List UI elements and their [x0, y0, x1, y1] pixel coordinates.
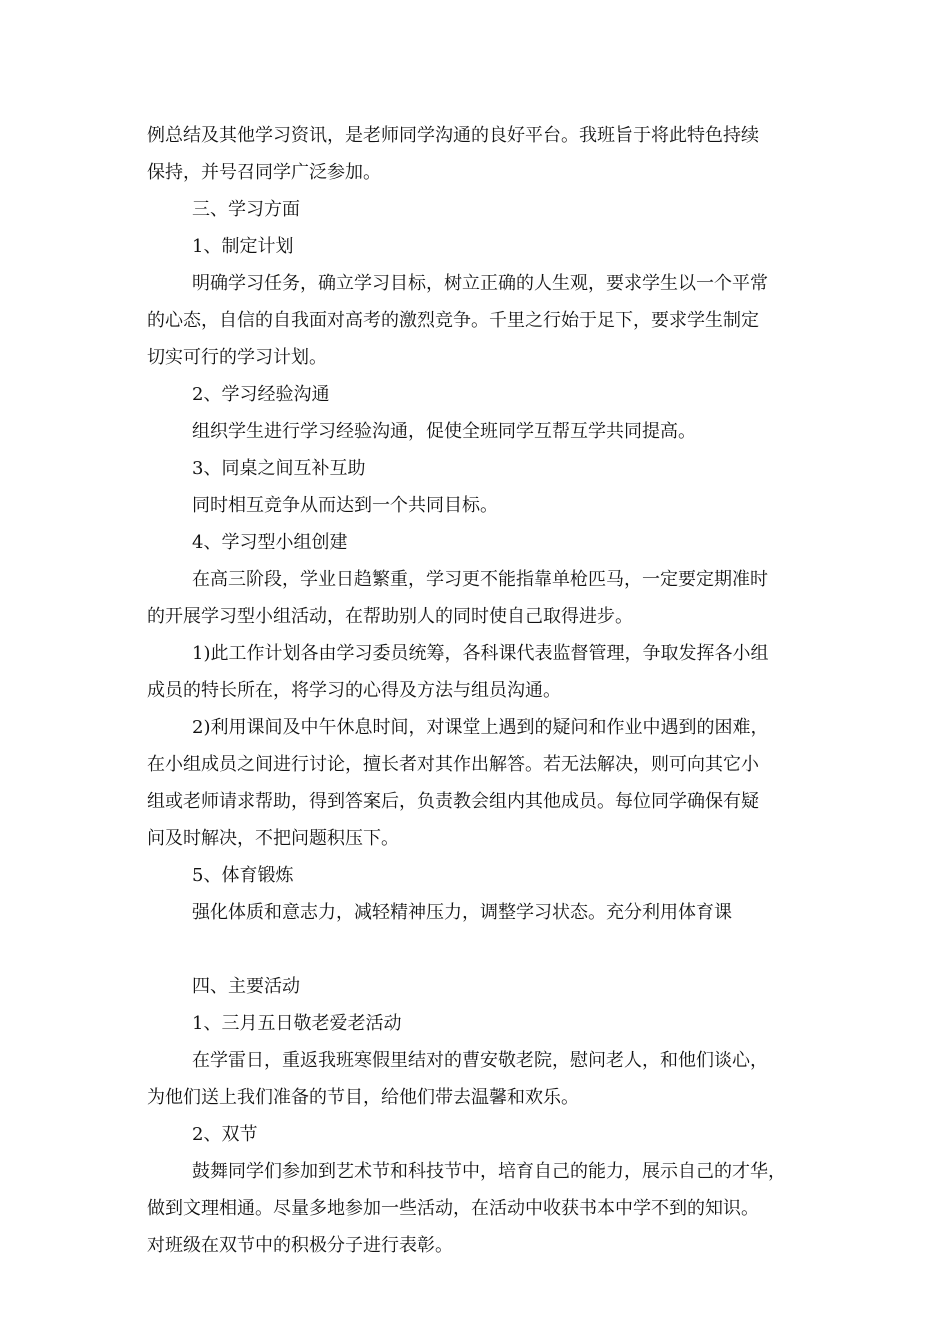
- body-text-line: 的开展学习型小组活动，在帮助别人的同时使自己取得进步。: [147, 606, 633, 627]
- body-text-line: 组或老师请求帮助，得到答案后，负责教会组内其他成员。每位同学确保有疑: [147, 791, 759, 812]
- body-text-line: 在学雷日，重返我班寒假里结对的曹安敬老院，慰问老人，和他们谈心，: [192, 1050, 768, 1071]
- body-text-line: 做到文理相通。尽量多地参加一些活动，在活动中收获书本中学不到的知识。: [147, 1198, 759, 1219]
- subsection-heading: 4、学习型小组创建: [192, 532, 348, 553]
- body-text-line: 例总结及其他学习资讯，是老师同学沟通的良好平台。我班旨于将此特色持续: [147, 125, 759, 146]
- body-text-line: 鼓舞同学们参加到艺术节和科技节中，培育自己的能力，展示自己的才华，: [192, 1161, 786, 1182]
- subsection-heading: 2、学习经验沟通: [192, 384, 330, 405]
- subsection-heading: 5、体育锻炼: [192, 865, 294, 886]
- body-text-line: 对班级在双节中的积极分子进行表彰。: [147, 1235, 453, 1256]
- body-text-line: 为他们送上我们准备的节目，给他们带去温馨和欢乐。: [147, 1087, 579, 1108]
- body-text-line: 保持，并号召同学广泛参加。: [147, 162, 381, 183]
- body-text-line: 1)此工作计划各由学习委员统筹，各科课代表监督管理，争取发挥各小组: [192, 643, 769, 664]
- section-heading: 四、主要活动: [192, 976, 300, 997]
- body-text-line: 强化体质和意志力，减轻精神压力，调整学习状态。充分利用体育课: [192, 902, 732, 923]
- body-text-line: 明确学习任务，确立学习目标，树立正确的人生观，要求学生以一个平常: [192, 273, 768, 294]
- subsection-heading: 1、三月五日敬老爱老活动: [192, 1013, 402, 1034]
- body-text-line: 同时相互竞争从而达到一个共同目标。: [192, 495, 498, 516]
- body-text-line: 2)利用课间及中午休息时间，对课堂上遇到的疑问和作业中遇到的困难，: [192, 717, 769, 738]
- body-text-line: 在高三阶段，学业日趋繁重，学习更不能指靠单枪匹马，一定要定期准时: [192, 569, 768, 590]
- body-text-line: 组织学生进行学习经验沟通，促使全班同学互帮互学共同提高。: [192, 421, 696, 442]
- body-text-line: 的心态，自信的自我面对高考的激烈竞争。千里之行始于足下，要求学生制定: [147, 310, 759, 331]
- subsection-heading: 1、制定计划: [192, 236, 294, 257]
- body-text-line: 问及时解决，不把问题积压下。: [147, 828, 399, 849]
- body-text-line: 切实可行的学习计划。: [147, 347, 327, 368]
- body-text-line: 成员的特长所在，将学习的心得及方法与组员沟通。: [147, 680, 561, 701]
- subsection-heading: 3、同桌之间互补互助: [192, 458, 366, 479]
- subsection-heading: 2、双节: [192, 1124, 258, 1145]
- body-text-line: 在小组成员之间进行讨论，擅长者对其作出解答。若无法解决，则可向其它小: [147, 754, 759, 775]
- section-heading: 三、学习方面: [192, 199, 300, 220]
